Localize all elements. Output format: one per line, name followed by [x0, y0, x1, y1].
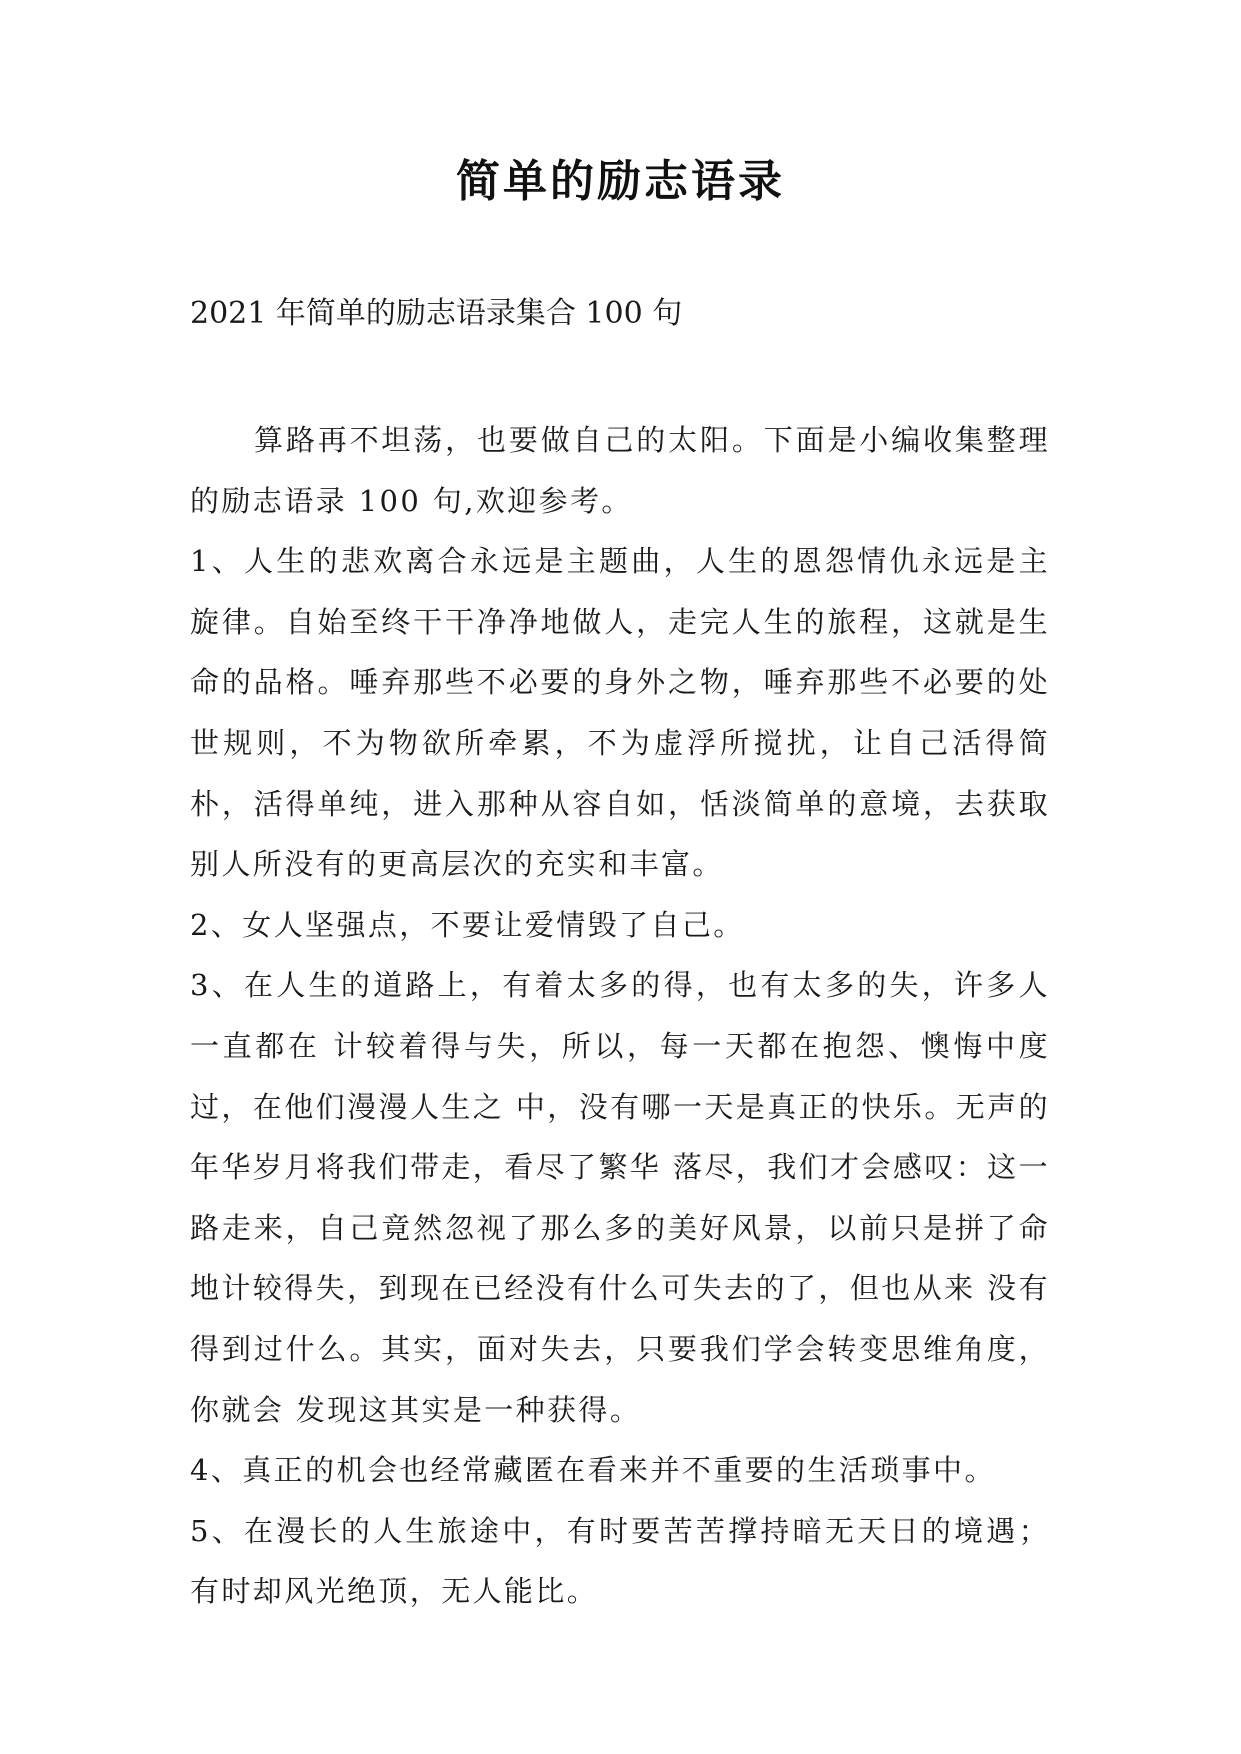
- quote-item-4: 4、真正的机会也经常藏匿在看来并不重要的生活琐事中。: [190, 1453, 996, 1488]
- quote-item-2: 2、女人坚强点，不要让爱情毁了自己。: [190, 907, 745, 942]
- intro-paragraph: 算路再不坦荡，也要做自己的太阳。下面是小编收集整理的励志语录 100 句,欢迎参考。: [190, 423, 1050, 518]
- quote-item-5: 5、在漫长的人生旅途中，有时要苦苦撑持暗无天日的境遇；有时却风光绝顶，无人能比。: [190, 1513, 1050, 1609]
- document-body: [190, 410, 1050, 1622]
- quote-item-1: 1、人生的悲欢离合永远是主题曲，人生的恩怨情仇永远是主旋律。自始至终干干净净地做人，走完人生的旅程，这就是生命的品格。唾弃那些不必要的身外之物，唾弃那些不必要的处世规则，不为物欲所牵累，不为虚浮所搅扰，让自己活得简朴，活得单纯，进入那种从容自如，恬淡简单的意境，去获取别人所没有的更高层次的充实和丰富。: [190, 544, 1050, 882]
- document-subtitle: 2021 年简单的励志语录集合 100 句: [190, 296, 683, 331]
- document-title: 简单的励志语录: [456, 156, 785, 207]
- quote-item-3: 3、在人生的道路上，有着太多的得，也有太多的失，许多人一直都在 计较着得与失，所以，每一天都在抱怨、懊悔中度过，在他们漫漫人生之 中，没有哪一天是真正的快乐。无声的年华岁月将我们带走，看尽了繁华 落尽，我们才会感叹：这一路走来，自己竟然忽视了那么多的美好风景，以前只是拼了命地计较得失，到现在已经没有什么可失去的了，但也从来 没有得到过什么。其实，面对失去，只要我们学会转变思维角度，你就会 发现这其实是一种获得。: [190, 968, 1050, 1427]
